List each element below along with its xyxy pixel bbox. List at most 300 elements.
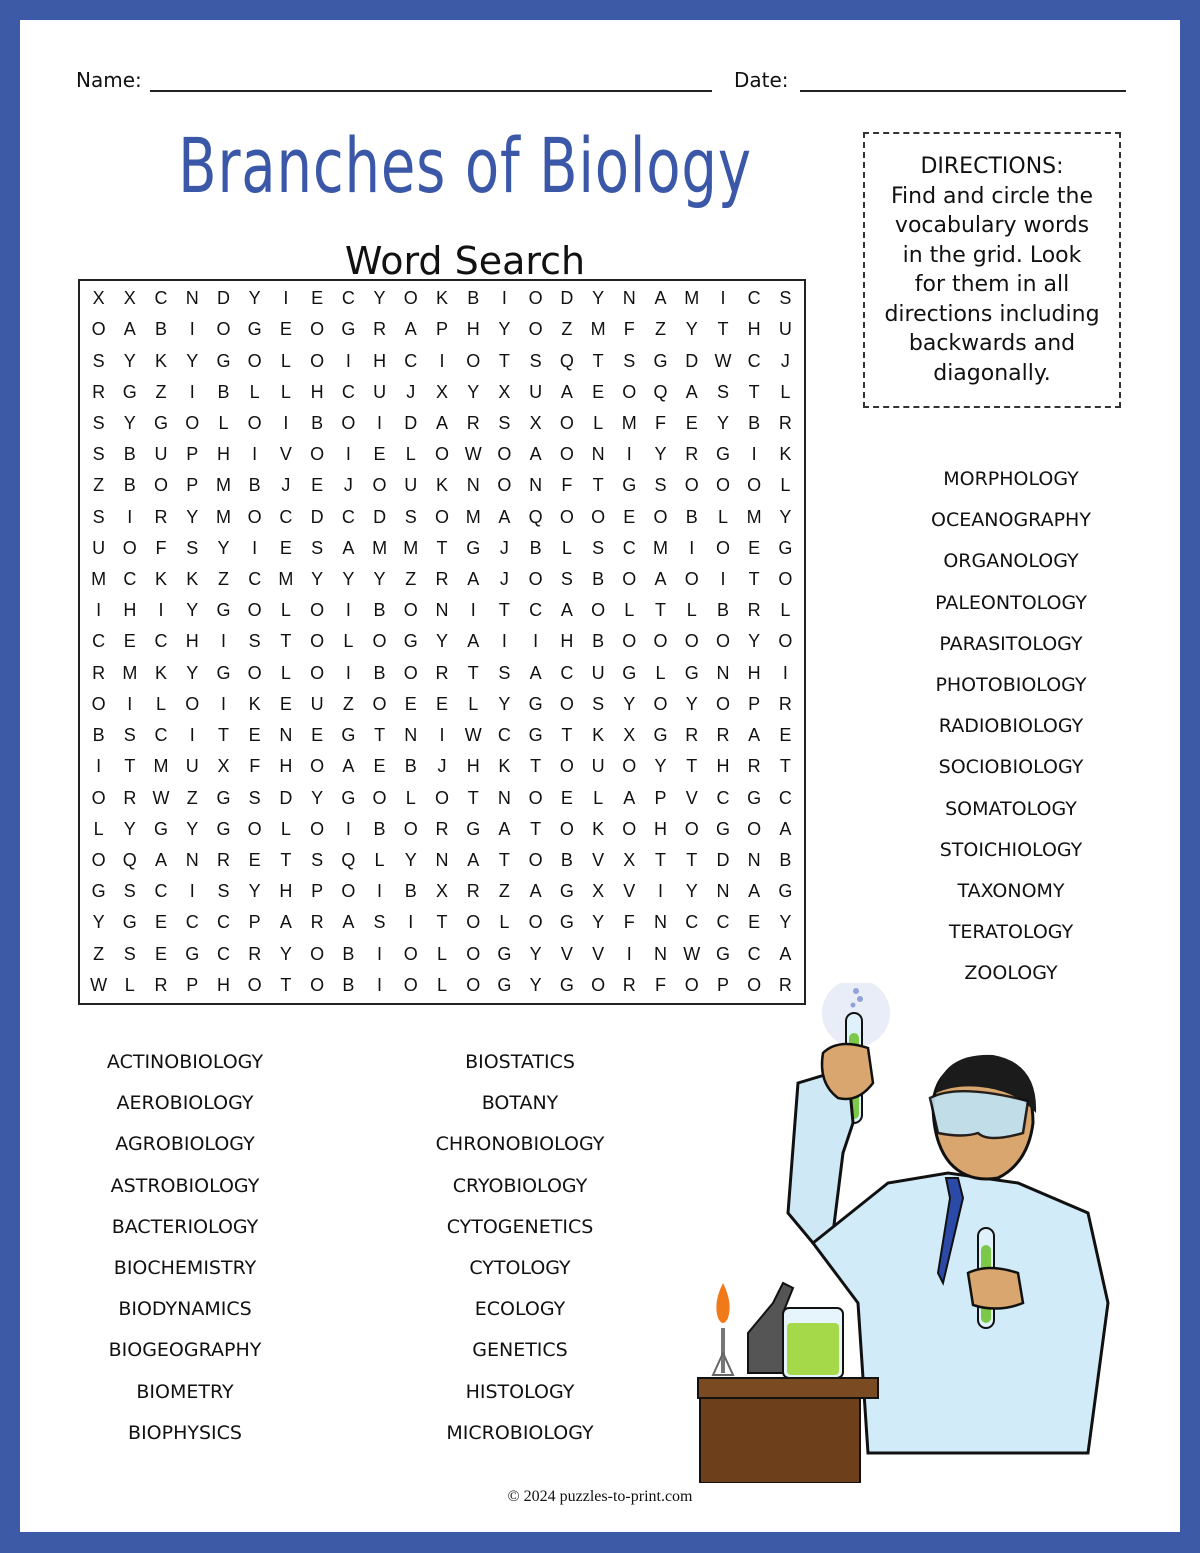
grid-cell[interactable]: G [466,818,481,839]
grid-cell[interactable]: Y [123,412,136,433]
grid-cell[interactable]: O [310,943,325,964]
grid-cell[interactable]: A [779,943,792,964]
grid-cell[interactable]: O [622,569,637,590]
grid-cell[interactable]: O [91,693,106,714]
grid-cell[interactable]: E [311,288,324,309]
grid-cell[interactable]: G [216,662,231,683]
grid-cell[interactable]: R [747,756,761,777]
grid-cell[interactable]: S [779,288,792,309]
grid-cell[interactable]: G [715,444,730,465]
grid-cell[interactable]: R [435,569,449,590]
grid-cell[interactable]: M [278,569,294,590]
grid-cell[interactable]: M [465,506,481,527]
grid-cell[interactable]: I [127,693,133,714]
grid-cell[interactable]: K [155,662,168,683]
grid-cell[interactable]: K [498,756,511,777]
grid-cell[interactable]: G [497,974,512,995]
grid-cell[interactable]: E [404,693,417,714]
grid-cell[interactable]: S [248,631,261,652]
grid-cell[interactable]: H [560,631,574,652]
grid-cell[interactable]: G [185,943,200,964]
grid-cell[interactable]: C [497,725,511,746]
grid-cell[interactable]: E [435,693,448,714]
grid-cell[interactable]: O [684,974,699,995]
grid-cell[interactable]: X [529,412,542,433]
grid-cell[interactable]: Z [498,881,510,902]
grid-cell[interactable]: M [372,537,388,558]
grid-cell[interactable]: U [591,662,605,683]
grid-cell[interactable]: Y [592,288,605,309]
grid-cell[interactable]: G [622,662,637,683]
grid-cell[interactable]: O [559,693,574,714]
grid-cell[interactable]: N [716,881,730,902]
grid-cell[interactable]: J [281,475,291,496]
grid-cell[interactable]: B [342,974,355,995]
grid-cell[interactable]: X [592,881,605,902]
grid-cell[interactable]: F [561,475,573,496]
grid-cell[interactable]: E [155,943,168,964]
grid-cell[interactable]: G [653,350,668,371]
grid-cell[interactable]: I [345,818,351,839]
grid-cell[interactable]: I [533,631,539,652]
grid-cell[interactable]: O [747,974,762,995]
grid-cell[interactable]: N [185,850,199,871]
grid-cell[interactable]: I [96,756,102,777]
grid-cell[interactable]: B [311,412,324,433]
grid-cell[interactable]: T [217,725,229,746]
grid-cell[interactable]: K [779,444,792,465]
grid-cell[interactable]: G [528,725,543,746]
grid-cell[interactable]: E [123,631,136,652]
grid-cell[interactable]: T [561,725,573,746]
grid-cell[interactable]: O [216,319,231,340]
grid-cell[interactable]: O [403,974,418,995]
grid-cell[interactable]: X [623,725,636,746]
grid-cell[interactable]: O [778,569,793,590]
grid-cell[interactable]: H [185,631,199,652]
grid-cell[interactable]: E [311,475,324,496]
grid-cell[interactable]: P [716,974,729,995]
grid-cell[interactable]: A [748,725,761,746]
grid-cell[interactable]: A [748,881,761,902]
grid-cell[interactable]: A [467,631,480,652]
grid-cell[interactable]: O [653,506,668,527]
grid-cell[interactable]: G [747,787,762,808]
grid-cell[interactable]: R [435,818,449,839]
grid-cell[interactable]: Y [123,818,136,839]
grid-cell[interactable]: B [560,850,573,871]
grid-cell[interactable]: A [467,850,480,871]
grid-cell[interactable]: T [530,818,542,839]
grid-cell[interactable]: O [154,475,169,496]
grid-cell[interactable]: B [342,943,355,964]
grid-cell[interactable]: O [434,506,449,527]
grid-cell[interactable]: O [310,974,325,995]
grid-cell[interactable]: J [499,569,509,590]
grid-cell[interactable]: B [123,475,136,496]
grid-cell[interactable]: T [467,662,479,683]
grid-cell[interactable]: Y [467,381,480,402]
grid-cell[interactable]: U [373,381,387,402]
grid-cell[interactable]: B [592,569,605,590]
grid-cell[interactable]: O [466,912,481,933]
grid-cell[interactable]: I [127,506,133,527]
grid-cell[interactable]: Q [341,850,356,871]
grid-cell[interactable]: O [653,631,668,652]
grid-cell[interactable]: T [498,350,510,371]
grid-cell[interactable]: U [529,381,543,402]
grid-cell[interactable]: G [154,412,169,433]
grid-cell[interactable]: U [92,537,106,558]
grid-cell[interactable]: C [716,787,730,808]
grid-cell[interactable]: O [247,974,262,995]
grid-cell[interactable]: L [405,787,416,808]
grid-cell[interactable]: K [248,693,261,714]
grid-cell[interactable]: S [92,350,105,371]
grid-cell[interactable]: B [155,319,168,340]
grid-cell[interactable]: H [466,756,480,777]
grid-cell[interactable]: O [372,693,387,714]
grid-cell[interactable]: G [466,537,481,558]
grid-cell[interactable]: Y [186,662,199,683]
grid-cell[interactable]: E [155,912,168,933]
grid-cell[interactable]: O [247,600,262,621]
grid-cell[interactable]: C [778,787,792,808]
grid-cell[interactable]: D [404,412,418,433]
grid-cell[interactable]: O [91,319,106,340]
grid-cell[interactable]: K [186,569,199,590]
grid-cell[interactable]: S [123,943,136,964]
grid-cell[interactable]: I [377,943,383,964]
grid-cell[interactable]: G [559,912,574,933]
grid-cell[interactable]: E [623,506,636,527]
grid-cell[interactable]: Y [248,288,261,309]
grid-cell[interactable]: T [467,787,479,808]
grid-cell[interactable]: C [341,381,355,402]
grid-cell[interactable]: X [435,381,448,402]
grid-cell[interactable]: F [155,537,167,558]
grid-cell[interactable]: G [622,475,637,496]
grid-cell[interactable]: N [435,850,449,871]
grid-cell[interactable]: I [377,881,383,902]
grid-cell[interactable]: T [124,756,136,777]
grid-cell[interactable]: H [466,319,480,340]
grid-cell[interactable]: C [216,943,230,964]
grid-cell[interactable]: C [154,631,168,652]
grid-cell[interactable]: O [715,631,730,652]
grid-cell[interactable]: A [467,569,480,590]
grid-cell[interactable]: P [186,444,199,465]
grid-cell[interactable]: C [92,631,106,652]
grid-cell[interactable]: T [592,350,604,371]
grid-cell[interactable]: A [279,912,292,933]
grid-cell[interactable]: S [716,381,729,402]
grid-cell[interactable]: O [91,850,106,871]
grid-cell[interactable]: L [249,381,260,402]
grid-cell[interactable]: L [780,475,791,496]
grid-cell[interactable]: O [528,787,543,808]
grid-cell[interactable]: A [654,569,667,590]
grid-cell[interactable]: Y [748,631,761,652]
grid-cell[interactable]: D [310,506,324,527]
grid-cell[interactable]: E [779,725,792,746]
grid-cell[interactable]: F [249,756,261,777]
grid-cell[interactable]: A [623,787,636,808]
grid-cell[interactable]: K [155,350,168,371]
grid-cell[interactable]: L [280,381,291,402]
grid-cell[interactable]: L [593,787,604,808]
grid-cell[interactable]: E [279,319,292,340]
grid-cell[interactable]: O [185,693,200,714]
grid-cell[interactable]: O [747,475,762,496]
grid-cell[interactable]: U [185,756,199,777]
grid-cell[interactable]: I [96,600,102,621]
grid-cell[interactable]: I [470,600,476,621]
grid-cell[interactable]: A [498,818,511,839]
grid-cell[interactable]: H [373,350,387,371]
grid-cell[interactable]: E [685,412,698,433]
grid-cell[interactable]: I [782,662,788,683]
grid-cell[interactable]: E [279,693,292,714]
grid-cell[interactable]: T [686,850,698,871]
grid-cell[interactable]: A [560,381,573,402]
grid-cell[interactable]: I [283,412,289,433]
grid-cell[interactable]: B [373,818,386,839]
grid-cell[interactable]: J [437,756,447,777]
grid-cell[interactable]: Y [123,350,136,371]
grid-cell[interactable]: O [715,537,730,558]
grid-cell[interactable]: L [124,974,135,995]
grid-cell[interactable]: V [592,943,605,964]
grid-cell[interactable]: G [341,787,356,808]
grid-cell[interactable]: T [748,569,760,590]
grid-cell[interactable]: A [529,444,542,465]
grid-cell[interactable]: A [123,319,136,340]
grid-cell[interactable]: H [216,974,230,995]
grid-cell[interactable]: Z [655,319,667,340]
grid-cell[interactable]: Y [217,537,230,558]
grid-cell[interactable]: Y [623,693,636,714]
grid-cell[interactable]: L [686,600,697,621]
grid-cell[interactable]: I [345,600,351,621]
grid-cell[interactable]: E [592,381,605,402]
grid-cell[interactable]: C [716,912,730,933]
grid-cell[interactable]: S [92,412,105,433]
grid-cell[interactable]: O [403,943,418,964]
grid-cell[interactable]: T [655,600,667,621]
grid-cell[interactable]: C [154,725,168,746]
grid-cell[interactable]: C [341,506,355,527]
grid-cell[interactable]: W [714,350,732,371]
grid-cell[interactable]: C [154,881,168,902]
grid-cell[interactable]: G [778,537,793,558]
grid-cell[interactable]: Y [654,756,667,777]
grid-cell[interactable]: I [626,943,632,964]
grid-cell[interactable]: S [560,569,573,590]
grid-cell[interactable]: O [497,475,512,496]
grid-cell[interactable]: K [155,569,168,590]
grid-cell[interactable]: T [436,537,448,558]
grid-cell[interactable]: O [310,350,325,371]
grid-cell[interactable]: B [779,850,792,871]
grid-cell[interactable]: O [528,569,543,590]
grid-cell[interactable]: C [747,288,761,309]
grid-cell[interactable]: I [189,881,195,902]
grid-cell[interactable]: X [623,850,636,871]
grid-cell[interactable]: N [435,600,449,621]
grid-cell[interactable]: O [559,506,574,527]
grid-cell[interactable]: Y [529,943,542,964]
grid-cell[interactable]: I [220,693,226,714]
grid-cell[interactable]: Y [279,943,292,964]
grid-cell[interactable]: C [529,600,543,621]
grid-cell[interactable]: O [466,943,481,964]
grid-cell[interactable]: G [122,912,137,933]
grid-cell[interactable]: I [189,319,195,340]
grid-cell[interactable]: O [622,818,637,839]
grid-cell[interactable]: H [747,319,761,340]
grid-cell[interactable]: Y [685,881,698,902]
grid-cell[interactable]: C [341,288,355,309]
grid-cell[interactable]: I [345,444,351,465]
grid-cell[interactable]: O [403,818,418,839]
grid-cell[interactable]: Q [528,506,543,527]
grid-cell[interactable]: Y [498,319,511,340]
grid-cell[interactable]: A [498,506,511,527]
name-field[interactable] [150,90,712,92]
grid-cell[interactable]: G [403,631,418,652]
grid-cell[interactable]: S [123,881,136,902]
grid-cell[interactable]: S [186,537,199,558]
grid-cell[interactable]: Y [498,693,511,714]
grid-cell[interactable]: L [655,662,666,683]
grid-cell[interactable]: O [185,412,200,433]
grid-cell[interactable]: G [715,818,730,839]
grid-cell[interactable]: P [186,475,199,496]
grid-cell[interactable]: A [685,381,698,402]
grid-cell[interactable]: C [404,350,418,371]
grid-cell[interactable]: O [372,787,387,808]
grid-cell[interactable]: Z [342,693,354,714]
grid-cell[interactable]: I [689,537,695,558]
grid-cell[interactable]: L [280,662,291,683]
grid-cell[interactable]: R [310,912,324,933]
grid-cell[interactable]: L [593,412,604,433]
grid-cell[interactable]: O [684,818,699,839]
grid-cell[interactable]: H [279,756,293,777]
grid-cell[interactable]: L [218,412,229,433]
grid-cell[interactable]: O [247,662,262,683]
grid-cell[interactable]: N [466,475,480,496]
grid-cell[interactable]: M [653,537,669,558]
grid-cell[interactable]: G [341,725,356,746]
grid-cell[interactable]: N [654,912,668,933]
grid-cell[interactable]: V [279,444,292,465]
grid-cell[interactable]: S [592,537,605,558]
grid-cell[interactable]: T [592,475,604,496]
grid-cell[interactable]: L [717,506,728,527]
grid-cell[interactable]: F [655,412,667,433]
grid-cell[interactable]: L [156,693,167,714]
grid-cell[interactable]: I [189,381,195,402]
grid-cell[interactable]: B [92,725,105,746]
grid-cell[interactable]: H [716,756,730,777]
grid-cell[interactable]: M [215,506,231,527]
grid-cell[interactable]: N [591,444,605,465]
grid-cell[interactable]: L [436,974,447,995]
grid-cell[interactable]: R [778,693,792,714]
grid-cell[interactable]: L [624,600,635,621]
grid-cell[interactable]: Y [186,350,199,371]
grid-cell[interactable]: I [501,631,507,652]
grid-cell[interactable]: S [498,412,511,433]
grid-cell[interactable]: C [279,506,293,527]
grid-cell[interactable]: E [373,444,386,465]
grid-cell[interactable]: T [748,381,760,402]
grid-cell[interactable]: G [559,881,574,902]
grid-cell[interactable]: O [653,693,668,714]
grid-cell[interactable]: M [122,662,138,683]
grid-cell[interactable]: O [559,756,574,777]
grid-cell[interactable]: S [92,444,105,465]
grid-cell[interactable]: O [341,412,356,433]
grid-cell[interactable]: Z [93,943,105,964]
grid-cell[interactable]: O [310,818,325,839]
grid-cell[interactable]: E [311,725,324,746]
grid-cell[interactable]: G [653,725,668,746]
grid-cell[interactable]: O [434,787,449,808]
grid-cell[interactable]: L [436,943,447,964]
grid-cell[interactable]: I [658,881,664,902]
grid-cell[interactable]: T [436,912,448,933]
grid-cell[interactable]: O [559,818,574,839]
grid-cell[interactable]: M [215,475,231,496]
grid-cell[interactable]: O [91,787,106,808]
grid-cell[interactable]: N [716,662,730,683]
grid-cell[interactable]: I [408,912,414,933]
grid-cell[interactable]: A [529,662,542,683]
grid-cell[interactable]: O [528,319,543,340]
grid-cell[interactable]: J [499,537,509,558]
grid-cell[interactable]: G [122,381,137,402]
grid-cell[interactable]: B [467,288,480,309]
grid-cell[interactable]: Y [654,444,667,465]
grid-cell[interactable]: R [747,600,761,621]
grid-cell[interactable]: M [684,288,700,309]
grid-cell[interactable]: B [716,600,729,621]
grid-cell[interactable]: L [343,631,354,652]
grid-cell[interactable]: C [685,912,699,933]
grid-cell[interactable]: J [343,475,353,496]
grid-cell[interactable]: O [747,818,762,839]
grid-cell[interactable]: G [216,350,231,371]
grid-cell[interactable]: Y [311,787,324,808]
grid-cell[interactable]: R [685,725,699,746]
grid-cell[interactable]: D [716,850,730,871]
grid-cell[interactable]: O [310,444,325,465]
grid-cell[interactable]: A [342,912,355,933]
grid-cell[interactable]: O [528,288,543,309]
grid-cell[interactable]: I [751,444,757,465]
grid-cell[interactable]: Y [404,850,417,871]
grid-cell[interactable]: G [778,881,793,902]
grid-cell[interactable]: O [310,600,325,621]
grid-cell[interactable]: S [529,350,542,371]
grid-cell[interactable]: W [683,943,701,964]
grid-cell[interactable]: O [684,569,699,590]
grid-cell[interactable]: K [435,288,448,309]
grid-cell[interactable]: Z [155,381,167,402]
